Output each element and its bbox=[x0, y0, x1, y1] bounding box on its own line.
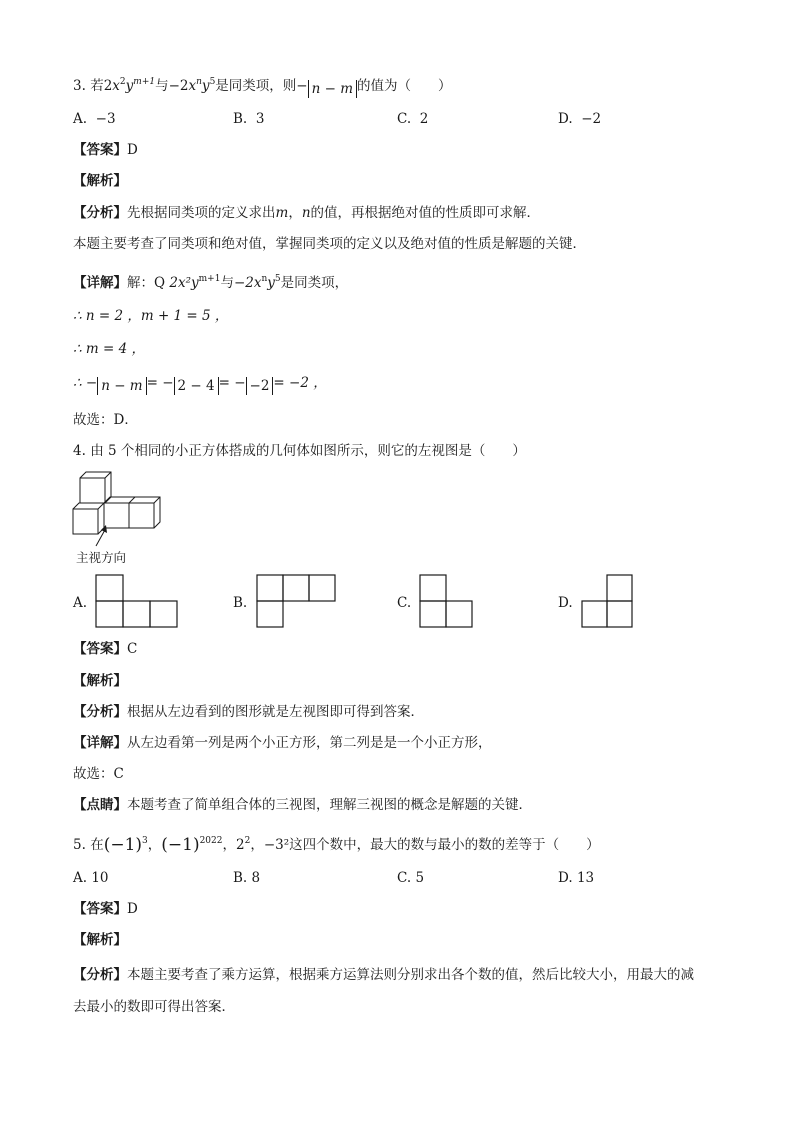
q5-option-d: D. 13 bbox=[558, 870, 595, 886]
q4-jiexi: 【解析】 bbox=[73, 673, 127, 689]
q4-option-c-figure bbox=[419, 574, 475, 629]
q3-choice: 故选：D． bbox=[73, 412, 138, 428]
q5-option-b: B. 8 bbox=[233, 870, 261, 886]
q4-figure-caption: 主视方向 bbox=[76, 550, 127, 565]
q4-answer: 【答案】C bbox=[73, 641, 138, 657]
q3-detail: 【详解】解：Q $2x^2y^{m+1}$与$-2x^ny^5$是同类项， bbox=[73, 274, 349, 291]
q5-stem: 5. 在$(-1)^3$，$(-1)^{2022}$，$2^2$，−3²这四个数中，最大的数与最小的数的差等于（ ） bbox=[73, 835, 600, 855]
q3-option-a: A. −3 bbox=[73, 111, 116, 127]
q3-step-1: ∴ n = 2 ，m + 1 = 5 ， bbox=[73, 308, 229, 324]
q4-choice: 故选：C bbox=[73, 766, 124, 782]
q3-stem: 3. 若$2x^2y^{m+1}$与$-2x^ny^5$是同类项，则− n − m 的值为（ ） bbox=[73, 77, 452, 97]
q3-analysis: 【分析】先根据同类项的定义求出m，n的值，再根据绝对值的性质即可求解． bbox=[73, 205, 541, 221]
q3-step-2: ∴ m = 4 ， bbox=[73, 341, 145, 357]
q4-option-a-figure bbox=[95, 574, 179, 629]
q3-option-c: C. 2 bbox=[397, 111, 429, 127]
q5-analysis-line-1: 【分析】本题主要考查了乘方运算，根据乘方运算法则分别求出各个数的值，然后比较大小，用最大的减 bbox=[73, 967, 694, 983]
q4-comment: 【点睛】本题考查了简单组合体的三视图，理解三视图的概念是解题的关键． bbox=[73, 797, 532, 813]
q5-option-a: A. 10 bbox=[73, 870, 109, 886]
q3-step-3: ∴ − n − m = − 2 − 4 = − −2 = −2 ， bbox=[73, 375, 327, 394]
q3-jiexi: 【解析】 bbox=[73, 173, 127, 189]
q3-answer: 【答案】D bbox=[73, 142, 138, 158]
q4-detail: 【详解】从左边看第一列是两个小正方形，第二列是是一个小正方形， bbox=[73, 735, 492, 751]
q5-answer: 【答案】D bbox=[73, 901, 138, 917]
q4-option-b-figure bbox=[256, 574, 340, 629]
q4-option-d-label: D. bbox=[558, 595, 573, 611]
q4-option-b-label: B. bbox=[233, 595, 248, 611]
q4-option-d-figure bbox=[581, 574, 637, 629]
q5-analysis-line-2: 去最小的数即可得出答案． bbox=[73, 999, 235, 1015]
q4-view-arrow bbox=[92, 524, 112, 548]
q4-solid-figure bbox=[70, 472, 170, 532]
q5-option-c: C. 5 bbox=[397, 870, 425, 886]
q3-summary: 本题主要考查了同类项和绝对值，掌握同类项的定义以及绝对值的性质是解题的关键． bbox=[73, 236, 586, 252]
q4-stem: 4. 由 5 个相同的小正方体搭成的几何体如图所示，则它的左视图是（ ） bbox=[73, 443, 526, 459]
q3-number: 3. bbox=[73, 78, 86, 94]
q3-option-b: B. 3 bbox=[233, 111, 265, 127]
q3-option-d: D. −2 bbox=[558, 111, 602, 127]
q5-jiexi: 【解析】 bbox=[73, 932, 127, 948]
q4-analysis: 【分析】根据从左边看到的图形就是左视图即可得到答案． bbox=[73, 704, 424, 720]
q3-abs-expression: n − m bbox=[308, 80, 357, 98]
q4-option-a-label: A. bbox=[73, 595, 88, 611]
q4-option-c-label: C. bbox=[397, 595, 412, 611]
